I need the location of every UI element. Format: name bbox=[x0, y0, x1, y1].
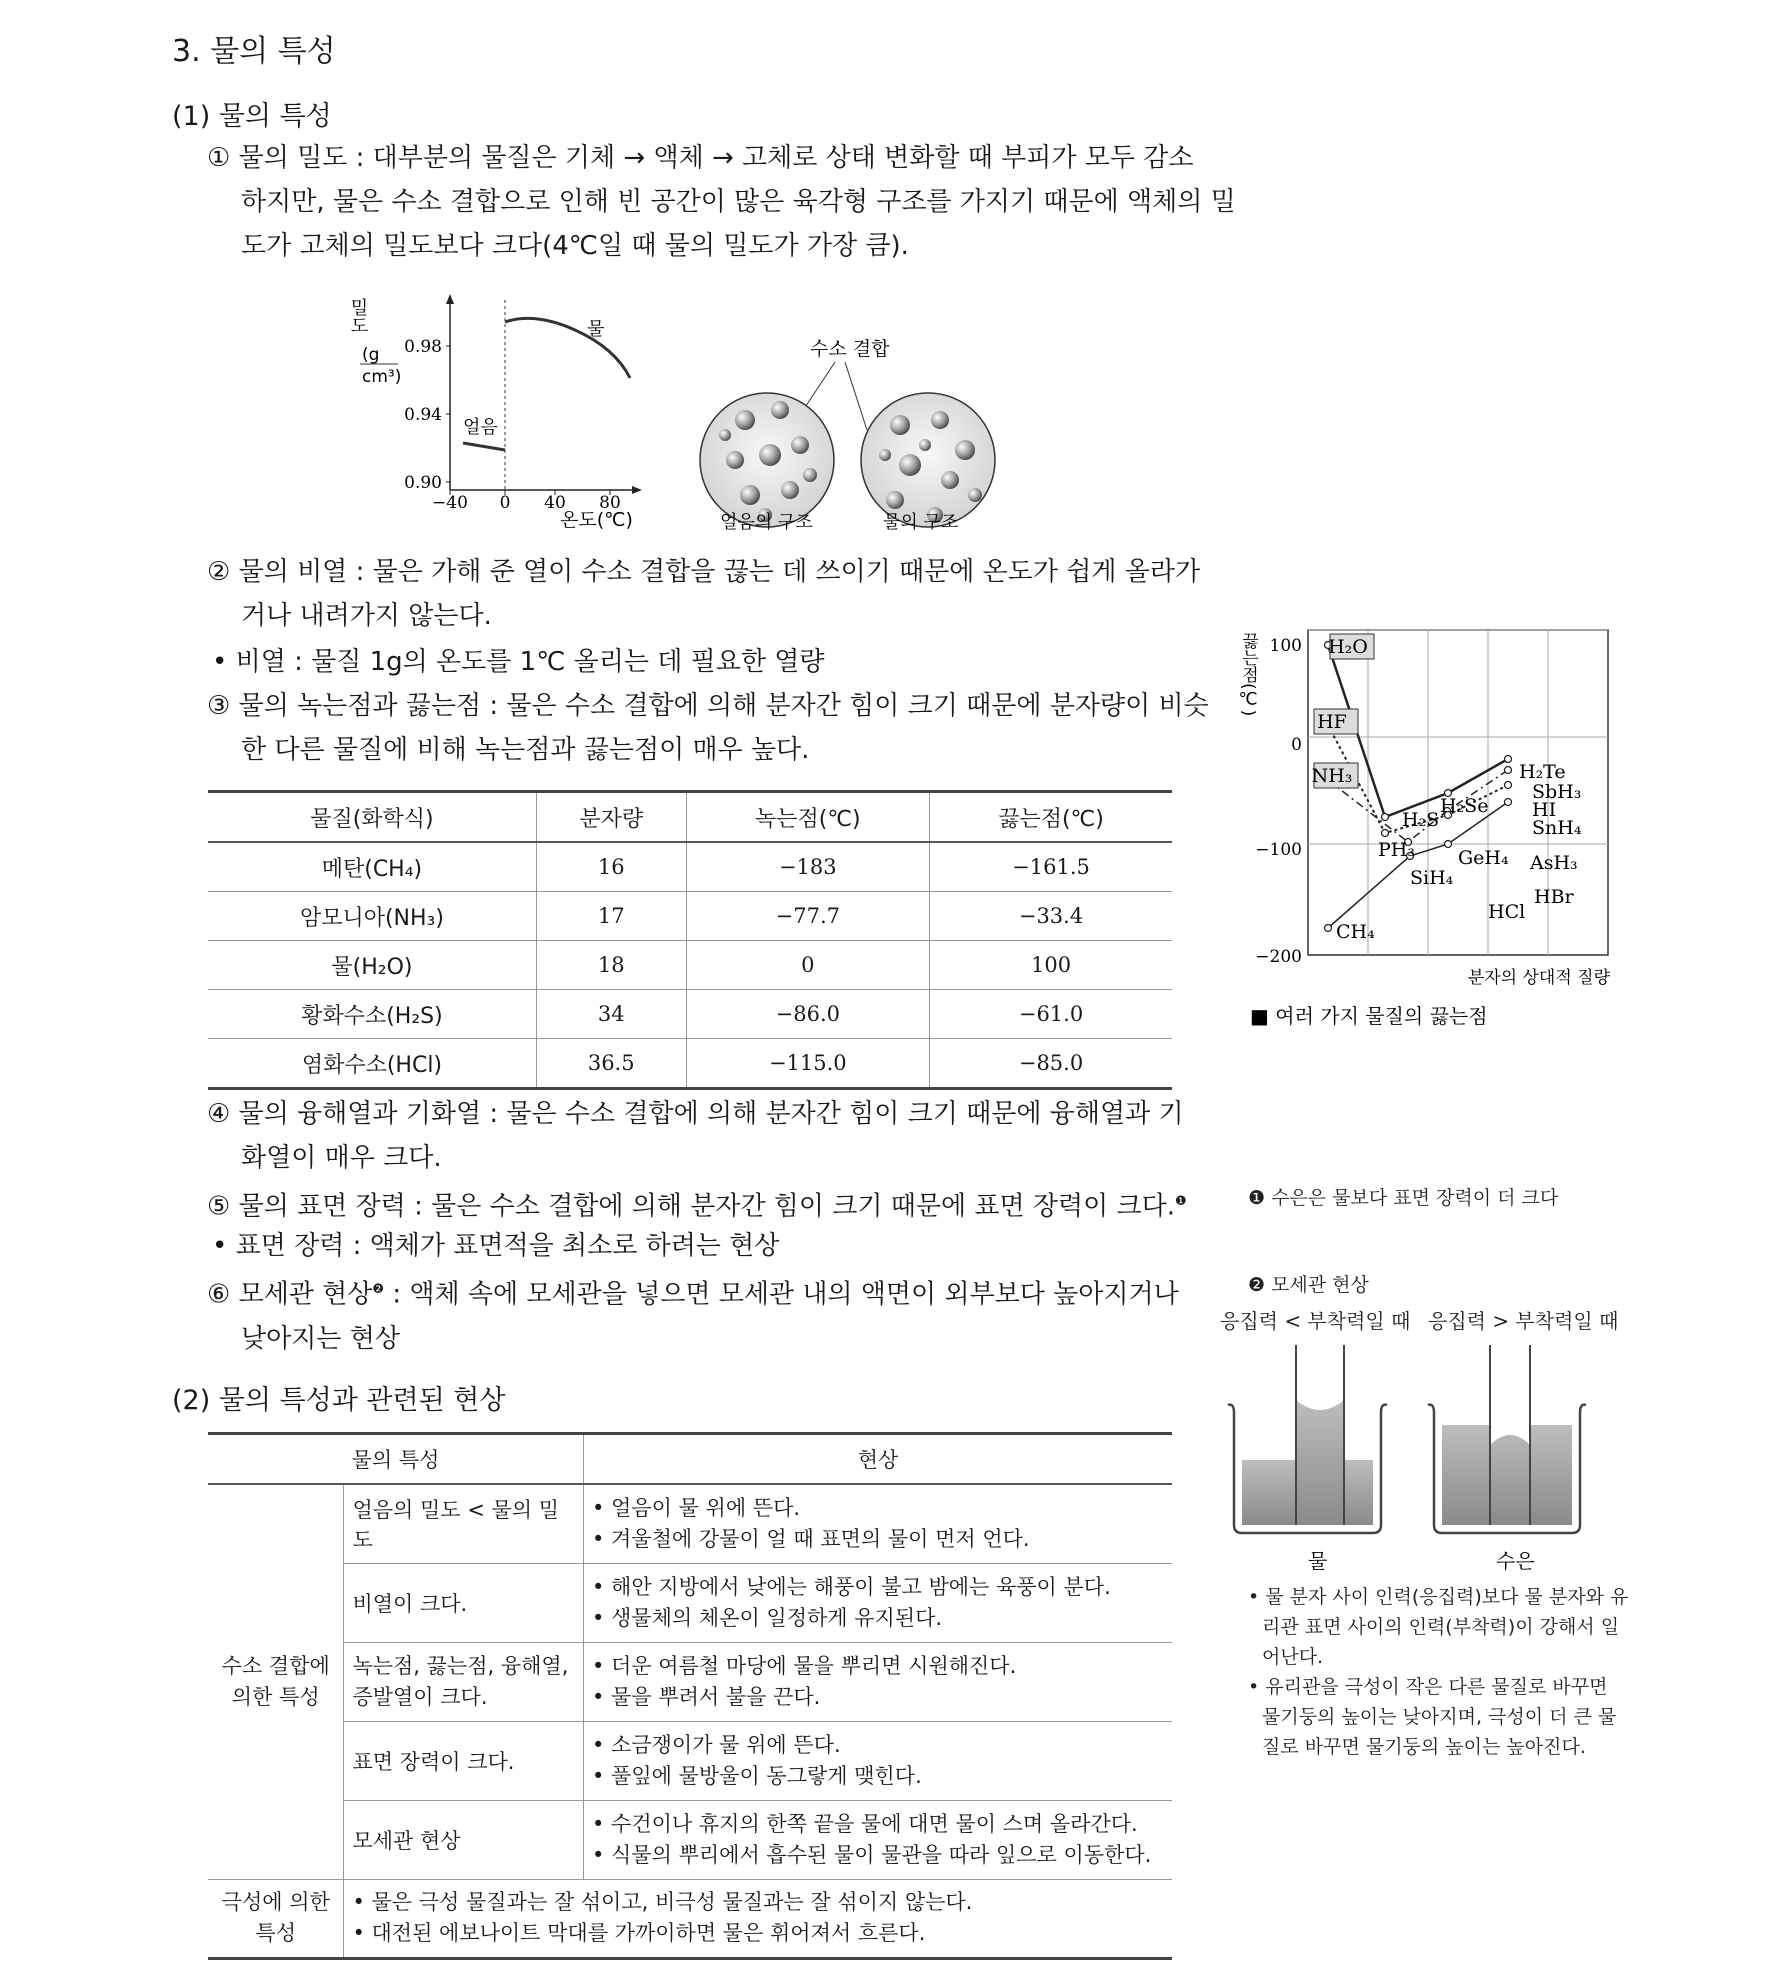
phenomenon: • 더운 여름철 마당에 물을 뿌리면 시원해진다. bbox=[592, 1653, 1017, 1678]
ice-density-line bbox=[463, 443, 505, 450]
group-label-line: 특성 bbox=[255, 1921, 296, 1945]
table-cell: 34 bbox=[536, 990, 686, 1039]
table-cell: 0 bbox=[686, 941, 930, 990]
phenomenon: • 겨울철에 강물이 얼 때 표면의 물이 먼저 언다. bbox=[592, 1526, 1030, 1551]
bp-caption: ■ 여러 가지 물질의 끓는점 bbox=[1250, 1004, 1488, 1028]
density-x-label: 온도(℃) bbox=[560, 509, 633, 531]
table-header: 녹는점(℃) bbox=[686, 792, 930, 843]
melting-boiling-table bbox=[208, 790, 1172, 1090]
water-structure-label: 물의 구조 bbox=[883, 512, 959, 533]
capillary-mercury-label: 수은 bbox=[1496, 1549, 1535, 1573]
phenomenon: • 식물의 뿌리에서 흡수된 물이 물관을 따라 잎으로 이동한다. bbox=[592, 1842, 1152, 1867]
bp-series-label: H₂Se bbox=[1440, 795, 1489, 817]
footnote-1: ❶ 수은은 물보다 표면 장력이 더 크다 bbox=[1248, 1187, 1559, 1209]
property-line: 모세관 현상 bbox=[352, 1828, 461, 1853]
bp-y-label: 끓는점(℃) bbox=[1238, 632, 1258, 717]
bp-series-label: HBr bbox=[1534, 886, 1574, 908]
table-row bbox=[208, 990, 1172, 1039]
table-row bbox=[208, 1642, 1172, 1721]
table-cell: 황화수소(H₂S) bbox=[208, 990, 536, 1039]
section-title: 3. 물의 특성 bbox=[172, 34, 336, 69]
property-cell bbox=[344, 1800, 584, 1879]
table-cell: −183 bbox=[686, 842, 930, 892]
phenomena-cell bbox=[584, 1721, 1173, 1800]
phenomena-cell bbox=[344, 1879, 1172, 1958]
table-cell: 암모니아(NH₃) bbox=[208, 892, 536, 941]
table-cell: 17 bbox=[536, 892, 686, 941]
paragraph-line: ③ 물의 녹는점과 끓는점 : 물은 수소 결합에 의해 분자간 힘이 크기 때문에 분자량이 비슷 bbox=[207, 691, 1209, 721]
table-cell: 메탄(CH₄) bbox=[208, 842, 536, 892]
density-x-tick-label: 40 bbox=[544, 493, 566, 513]
density-x-tick-label: 80 bbox=[599, 493, 621, 513]
phenomena-cell bbox=[584, 1563, 1173, 1642]
table-cell: −115.0 bbox=[686, 1039, 930, 1089]
table-row bbox=[208, 1484, 1172, 1563]
hydrogen-bond-label: 수소 결합 bbox=[810, 338, 890, 360]
density-x-tick-label: 0 bbox=[499, 493, 511, 513]
phenomenon: • 대전된 에보나이트 막대를 가까이하면 물은 휘어져서 흐른다. bbox=[352, 1921, 926, 1945]
paragraph-line: 도가 고체의 밀도보다 크다(4℃일 때 물의 밀도가 가장 큼). bbox=[241, 231, 909, 261]
water-phenomena-table bbox=[208, 1432, 1172, 1960]
table-cell: −61.0 bbox=[930, 990, 1172, 1039]
group-label-line: 의한 특성 bbox=[231, 1684, 320, 1709]
bp-data-point bbox=[1445, 841, 1452, 848]
ice-structure-label: 얼음의 구조 bbox=[720, 512, 813, 533]
capillary-note-2 bbox=[1248, 1672, 1616, 1762]
table-row bbox=[208, 941, 1172, 990]
density-x-tick-label: −40 bbox=[432, 493, 468, 513]
bp-series-label: AsH₃ bbox=[1530, 852, 1578, 874]
bp-data-point bbox=[1382, 814, 1389, 821]
paragraph-line: ② 물의 비열 : 물은 가해 준 열이 수소 결합을 끊는 데 쓰이기 때문에 온도가 쉽게 올라가 bbox=[207, 557, 1201, 587]
paragraph-heat-of-fusion bbox=[207, 1092, 1184, 1180]
group-label-line: 수소 결합에 bbox=[221, 1653, 330, 1678]
group-label-hbond bbox=[208, 1484, 344, 1879]
subsection-title-2: (2) 물의 특성과 관련된 현상 bbox=[172, 1385, 506, 1416]
water-density-curve bbox=[505, 318, 630, 378]
footnote-2-title: ❷ 모세관 현상 bbox=[1248, 1274, 1369, 1296]
property-line: 표면 장력이 크다. bbox=[352, 1749, 515, 1774]
paragraph-line: 하지만, 물은 수소 결합으로 인해 빈 공간이 많은 육각형 구조를 가지기 때문에 액체의 밀 bbox=[241, 187, 1236, 217]
phenomenon: • 물을 뿌려서 불을 끈다. bbox=[592, 1684, 821, 1709]
table-cell: −77.7 bbox=[686, 892, 930, 941]
density-y-tick-label: 0.94 bbox=[404, 405, 442, 425]
phenomenon: • 해안 지방에서 낮에는 해풍이 불고 밤에는 육풍이 분다. bbox=[592, 1574, 1111, 1599]
group-label-polarity bbox=[208, 1879, 344, 1958]
bp-series-label: SnH₄ bbox=[1532, 817, 1582, 839]
bp-series-label: HI bbox=[1532, 799, 1557, 821]
paragraph-line: 낮아지는 현상 bbox=[241, 1323, 400, 1354]
density-y-label: 밀도 bbox=[347, 298, 369, 334]
surface-tension-bullet: • 표면 장력 : 액체가 표면적을 최소로 하려는 현상 bbox=[212, 1231, 780, 1261]
property-cell bbox=[344, 1642, 584, 1721]
note-line: 어난다. bbox=[1262, 1646, 1324, 1668]
density-y-unit-cm: cm³) bbox=[362, 367, 402, 387]
paragraph-capillary bbox=[207, 1268, 1179, 1361]
phenomenon: • 얼음이 물 위에 뜬다. bbox=[592, 1495, 801, 1520]
table-row bbox=[208, 1721, 1172, 1800]
capillary-right-condition: 응집력 > 부착력일 때 bbox=[1428, 1309, 1619, 1333]
table-row bbox=[208, 1039, 1172, 1089]
table-cell: 100 bbox=[930, 941, 1172, 990]
density-y-tick-label: 0.98 bbox=[404, 337, 442, 357]
capillary-note-1 bbox=[1248, 1582, 1628, 1672]
table-row bbox=[208, 892, 1172, 941]
phenomena-cell bbox=[584, 1484, 1173, 1563]
phenomena-cell bbox=[584, 1642, 1173, 1721]
paragraph-specific-heat bbox=[207, 550, 1200, 638]
bp-y-tick-label: 100 bbox=[1269, 636, 1302, 656]
paragraph-line: ⑤ 물의 표면 장력 : 물은 수소 결합에 의해 분자간 힘이 크기 때문에 표면 장력이 크다. bbox=[207, 1191, 1176, 1222]
capillary-diagram bbox=[1220, 1345, 1620, 1575]
note-line: 리관 표면 사이의 인력(부착력)이 강해서 일 bbox=[1262, 1616, 1620, 1638]
mercury-beaker bbox=[1428, 1345, 1586, 1533]
paragraph-line: 한 다른 물질에 비해 녹는점과 끓는점이 매우 높다. bbox=[241, 735, 810, 765]
table-header: 물질(화학식) bbox=[208, 792, 536, 843]
note-line: 물기둥의 높이는 낮아지며, 극성이 더 큰 물 bbox=[1262, 1706, 1617, 1728]
property-line: 얼음의 밀도 < 물의 밀도 bbox=[352, 1497, 560, 1552]
footnote-marker-1: ❶ bbox=[1175, 1194, 1187, 1209]
property-line: 비열이 크다. bbox=[352, 1591, 468, 1616]
bp-series-label: SbH₃ bbox=[1532, 781, 1582, 803]
table-header: 분자량 bbox=[536, 792, 686, 843]
capillary-lead: ⑥ 모세관 현상 bbox=[207, 1279, 373, 1310]
water-beaker bbox=[1228, 1345, 1387, 1533]
table-header: 현상 bbox=[584, 1434, 1173, 1485]
capillary-left-condition: 응집력 < 부착력일 때 bbox=[1220, 1309, 1411, 1333]
bp-data-point bbox=[1505, 799, 1512, 806]
table-cell: 36.5 bbox=[536, 1039, 686, 1089]
footnote-marker-2: ❷ bbox=[372, 1282, 385, 1297]
structure-figure bbox=[695, 330, 1005, 540]
bp-series-label: SiH₄ bbox=[1410, 867, 1454, 889]
table-cell: 물(H₂O) bbox=[208, 941, 536, 990]
table-cell: 염화수소(HCl) bbox=[208, 1039, 536, 1089]
bp-series-label: H₂O bbox=[1328, 636, 1368, 658]
property-line: 녹는점, 끓는점, 융해열, bbox=[352, 1653, 569, 1678]
density-water-label: 물 bbox=[587, 319, 605, 340]
note-line: 질로 바꾸면 물기둥의 높이는 높아진다. bbox=[1262, 1736, 1586, 1758]
bp-series-label: PH₃ bbox=[1378, 839, 1415, 861]
table-row bbox=[208, 1800, 1172, 1879]
bp-data-point bbox=[1382, 830, 1389, 837]
bp-series-label: H₂Te bbox=[1519, 761, 1566, 783]
table-row bbox=[208, 1563, 1172, 1642]
table-cell: 18 bbox=[536, 941, 686, 990]
bp-data-point bbox=[1505, 756, 1512, 763]
bp-series-label: GeH₄ bbox=[1458, 847, 1509, 869]
table-cell: −86.0 bbox=[686, 990, 930, 1039]
paragraph-line: 거나 내려가지 않는다. bbox=[241, 601, 492, 631]
note-line: • 물 분자 사이 인력(응집력)보다 물 분자와 유 bbox=[1248, 1586, 1629, 1608]
paragraph-line: ④ 물의 융해열과 기화열 : 물은 수소 결합에 의해 분자간 힘이 크기 때문에 융해열과 기 bbox=[207, 1099, 1184, 1129]
density-y-tick-label: 0.90 bbox=[404, 473, 442, 493]
table-cell: −33.4 bbox=[930, 892, 1172, 941]
table-row bbox=[208, 1879, 1172, 1958]
property-line: 증발열이 크다. bbox=[352, 1684, 488, 1709]
bp-series-label: NH₃ bbox=[1311, 765, 1353, 787]
table-cell: −161.5 bbox=[930, 842, 1172, 892]
property-cell bbox=[344, 1484, 584, 1563]
paragraph-melting-boiling bbox=[207, 684, 1209, 772]
specific-heat-bullet: • 비열 : 물질 1g의 온도를 1℃ 올리는 데 필요한 열량 bbox=[212, 647, 825, 677]
phenomenon: • 소금쟁이가 물 위에 뜬다. bbox=[592, 1732, 841, 1757]
paragraph-line: ① 물의 밀도 : 대부분의 물질은 기체 → 액체 → 고체로 상태 변화할 때 부피가 모두 감소 bbox=[207, 143, 1194, 173]
bp-y-tick-label: −200 bbox=[1255, 947, 1302, 967]
paragraph-density bbox=[207, 136, 1236, 268]
bp-series-label: H₂S bbox=[1402, 809, 1440, 831]
capillary-rest: : 액체 속에 모세관을 넣으면 모세관 내의 액면이 외부보다 높아지거나 bbox=[384, 1279, 1179, 1310]
boiling-point-chart bbox=[1240, 620, 1620, 1040]
bp-series-label: CH₄ bbox=[1336, 921, 1375, 943]
bp-series-label: HF bbox=[1317, 711, 1347, 733]
group-label-line: 극성에 의한 bbox=[221, 1890, 330, 1914]
subsection-title-1: (1) 물의 특성 bbox=[172, 101, 332, 132]
paragraph-line: 화열이 매우 크다. bbox=[241, 1143, 442, 1173]
note-line: • 유리관을 극성이 작은 다른 물질로 바꾸면 bbox=[1248, 1676, 1608, 1698]
bp-y-tick-label: −100 bbox=[1255, 840, 1302, 860]
water-structure-globe bbox=[861, 393, 995, 527]
phenomenon: • 수건이나 휴지의 한쪽 끝을 물에 대면 물이 스며 올라간다. bbox=[592, 1811, 1138, 1836]
property-cell bbox=[344, 1721, 584, 1800]
bp-data-point bbox=[1505, 767, 1512, 774]
table-header: 물의 특성 bbox=[208, 1434, 584, 1485]
phenomena-cell bbox=[584, 1800, 1173, 1879]
bp-y-tick-label: 0 bbox=[1291, 735, 1302, 755]
bp-data-point bbox=[1325, 925, 1332, 932]
paragraph-surface-tension bbox=[207, 1180, 1187, 1229]
bp-data-point bbox=[1505, 782, 1512, 789]
table-row bbox=[208, 842, 1172, 892]
phenomenon: • 물은 극성 물질과는 잘 섞이고, 비극성 물질과는 잘 섞이지 않는다. bbox=[352, 1890, 973, 1914]
table-cell: −85.0 bbox=[930, 1039, 1172, 1089]
phenomenon: • 생물체의 체온이 일정하게 유지된다. bbox=[592, 1605, 943, 1630]
table-cell: 16 bbox=[536, 842, 686, 892]
bp-series-label: HCl bbox=[1488, 901, 1526, 923]
property-cell bbox=[344, 1563, 584, 1642]
table-header: 끓는점(℃) bbox=[930, 792, 1172, 843]
capillary-water-label: 물 bbox=[1308, 1549, 1328, 1573]
density-ice-label: 얼음 bbox=[463, 417, 498, 438]
phenomenon: • 풀잎에 물방울이 동그랗게 맺힌다. bbox=[592, 1763, 922, 1788]
bp-x-label: 분자의 상대적 질량 bbox=[1467, 968, 1610, 988]
density-chart bbox=[347, 290, 650, 535]
density-y-unit-g: (g bbox=[362, 345, 380, 365]
